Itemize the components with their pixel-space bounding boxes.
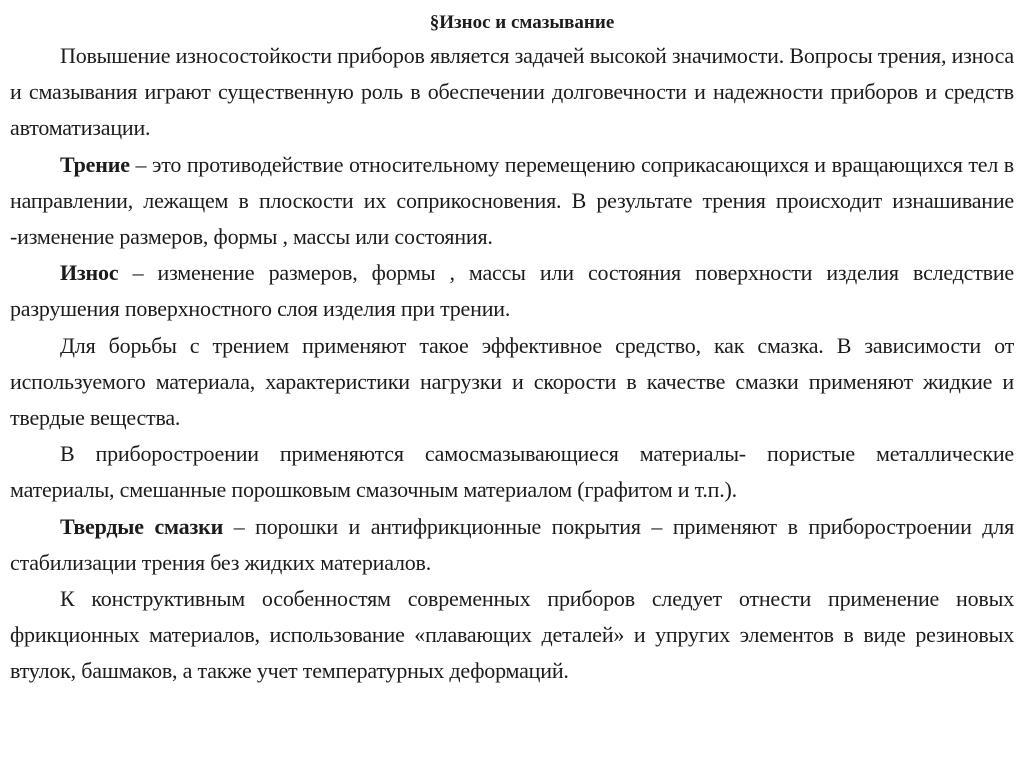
paragraph-text: – это противодействие относительному перемещению соприкасающихся и вращающихся тел в направлении, лежащем в плоскости их соприкосновения. В результате трения происходит изнашивание -изменение размеров, формы , массы или состояния.	[10, 151, 1014, 250]
paragraph-text: К конструктивным особенностям современных приборов следует отнести применение новых фрикционных материалов, использование «плавающих деталей» и упругих элементов в виде резиновых втулок, башмаков, а также учет температурных деформаций.	[10, 586, 1014, 684]
term-wear: Износ	[60, 260, 119, 286]
section-title: §Износ и смазывание	[429, 12, 615, 33]
paragraph-friction	[10, 147, 1014, 256]
paragraph-self-lubricating	[10, 436, 1014, 508]
paragraph-text: – изменение размеров, формы , массы или состояния поверхности изделия вследствие разрушения поверхностного слоя изделия при трении.	[10, 260, 1014, 322]
paragraph-solid-lubricants	[10, 509, 1014, 581]
paragraph-text: Повышение износостойкости приборов является задачей высокой значимости. Вопросы трения, износа и смазывания играют существенную роль в обеспечении долговечности и надежности приборов и средств автоматизации.	[10, 43, 1014, 141]
document-page	[10, 8, 1014, 690]
paragraph-design-features	[10, 581, 1014, 690]
paragraph-text: В приборостроении применяются самосмазывающиеся материалы- пористые металлические материалы, смешанные порошковым смазочным материалом (графитом и т.п.).	[10, 441, 1014, 503]
paragraph-intro	[10, 38, 1014, 147]
term-solid-lubricants: Твердые смазки	[60, 513, 224, 539]
paragraph-wear	[10, 255, 1014, 327]
paragraph-text: Для борьбы с трением применяют такое эффективное средство, как смазка. В зависимости от используемого материала, характеристики нагрузки и скорости в качестве смазки применяют жидкие и твердые вещества.	[10, 332, 1014, 431]
term-friction: Трение	[60, 151, 130, 177]
paragraph-lubrication	[10, 328, 1014, 437]
paragraph-text: – порошки и антифрикционные покрытия – применяют в приборостроении для стабилизации трения без жидких материалов.	[10, 513, 1014, 575]
